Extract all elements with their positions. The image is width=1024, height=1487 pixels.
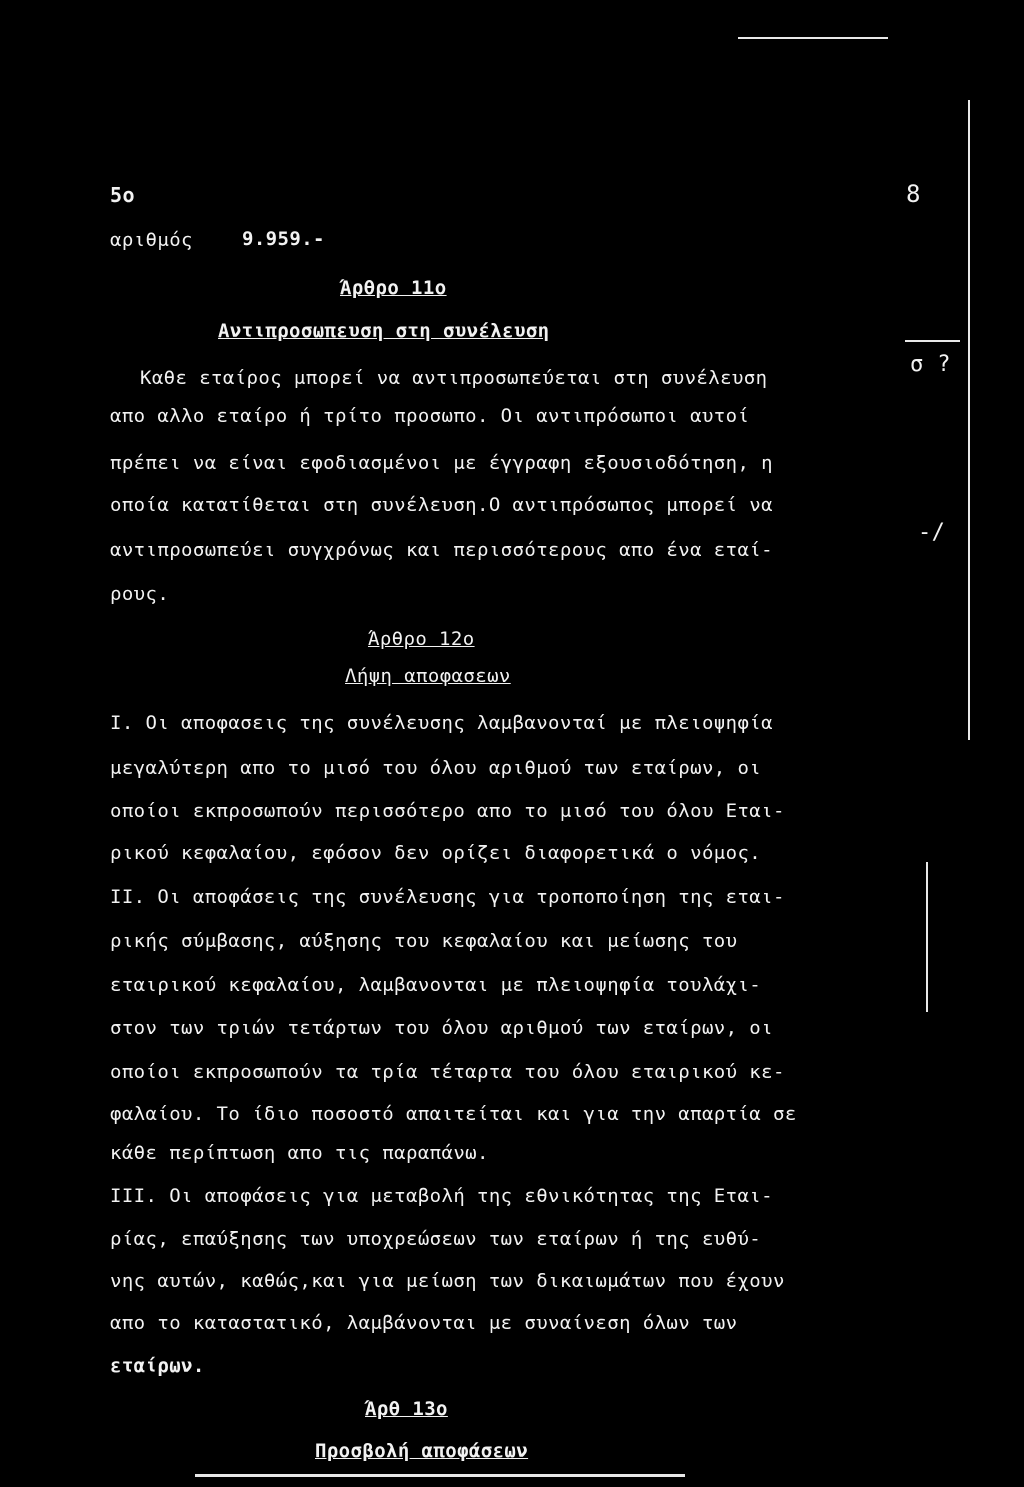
paragraph-line: μεγαλύτερη απο το μισό του όλου αριθμού των εταίρων, οι <box>110 757 762 779</box>
paragraph-line: φαλαίου. Το ίδιο ποσοστό απαιτείται και για την απαρτία σε <box>110 1103 797 1125</box>
paragraph-line: αντιπροσωπεύει συγχρόνως και περισσότερους απο ένα εταί- <box>110 539 773 561</box>
right-margin-line <box>968 100 970 740</box>
article-13-title: Προσβολή αποφάσεων <box>315 1440 529 1462</box>
paragraph-line: εταίρων. <box>110 1355 205 1377</box>
paragraph-line: οποίοι εκπροσωπούν τα τρία τέταρτα του όλου εταιρικού κε- <box>110 1061 785 1083</box>
page-marker: 5o <box>110 183 135 207</box>
number-value: 9.959.- <box>242 228 325 250</box>
margin-rule <box>905 340 960 342</box>
paragraph-line: ρικής σύμβασης, αύξησης του κεφαλαίου και μείωσης του <box>110 930 738 952</box>
paragraph-line: Καθε εταίρος μπορεί να αντιπροσωπεύεται στη συνέλευση <box>140 367 768 389</box>
top-rule <box>738 37 888 39</box>
paragraph-line: νης αυτών, καθώς,και για μείωση των δικαιωμάτων που έχουν <box>110 1270 785 1292</box>
paragraph-line: ρίας, επαύξησης των υποχρεώσεων των εταίρων ή της ευθύ- <box>110 1228 762 1250</box>
article-11-title: Αντιπροσωπευση στη συνέλευση <box>218 320 550 342</box>
margin-note: σ ? <box>910 352 951 377</box>
article-12-title: Λήψη αποφασεων <box>345 665 511 687</box>
bottom-rule <box>195 1474 685 1477</box>
paragraph-line: οποίοι εκπροσωπούν περισσότερο απο το μισό του όλου Εται- <box>110 800 785 822</box>
margin-note: -/ <box>918 520 946 545</box>
paragraph-line: πρέπει να είναι εφοδιασμένοι με έγγραφη εξουσιοδότηση, η <box>110 452 773 474</box>
paragraph-line: II. Οι αποφάσεις της συνέλευσης για τροποποίηση της εται- <box>110 886 785 908</box>
paragraph-line: απο αλλο εταίρο ή τρίτο προσωπο. Οι αντιπρόσωποι αυτοί <box>110 405 750 427</box>
number-label: αριθμός <box>110 229 193 251</box>
paragraph-line: I. Οι αποφασεις της συνέλευσης λαμβανονταί με πλειοψηφία <box>110 712 773 734</box>
paragraph-line: απο το καταστατικό, λαμβάνονται με συναίνεση όλων των <box>110 1312 738 1334</box>
article-11-heading: Άρθρο 11ο <box>340 277 447 299</box>
page-number: 8 <box>906 180 921 208</box>
margin-bracket <box>926 862 928 1012</box>
paragraph-line: κάθε περίπτωση απο τις παραπάνω. <box>110 1142 489 1164</box>
paragraph-line: εταιρικού κεφαλαίου, λαμβανονται με πλειοψηφία τουλάχι- <box>110 974 762 996</box>
paragraph-line: III. Οι αποφάσεις για μεταβολή της εθνικότητας της Εται- <box>110 1185 773 1207</box>
article-12-heading: Άρθρο 12ο <box>368 628 475 650</box>
article-13-heading: Άρθ 13ο <box>365 1398 448 1420</box>
paragraph-line: στον των τριών τετάρτων του όλου αριθμού των εταίρων, οι <box>110 1017 773 1039</box>
paragraph-line: ρους. <box>110 583 170 605</box>
paragraph-line: οποία κατατίθεται στη συνέλευση.Ο αντιπρόσωπος μπορεί να <box>110 494 773 516</box>
paragraph-line: ρικού κεφαλαίου, εφόσον δεν ορίζει διαφορετικά ο νόμος. <box>110 842 762 864</box>
